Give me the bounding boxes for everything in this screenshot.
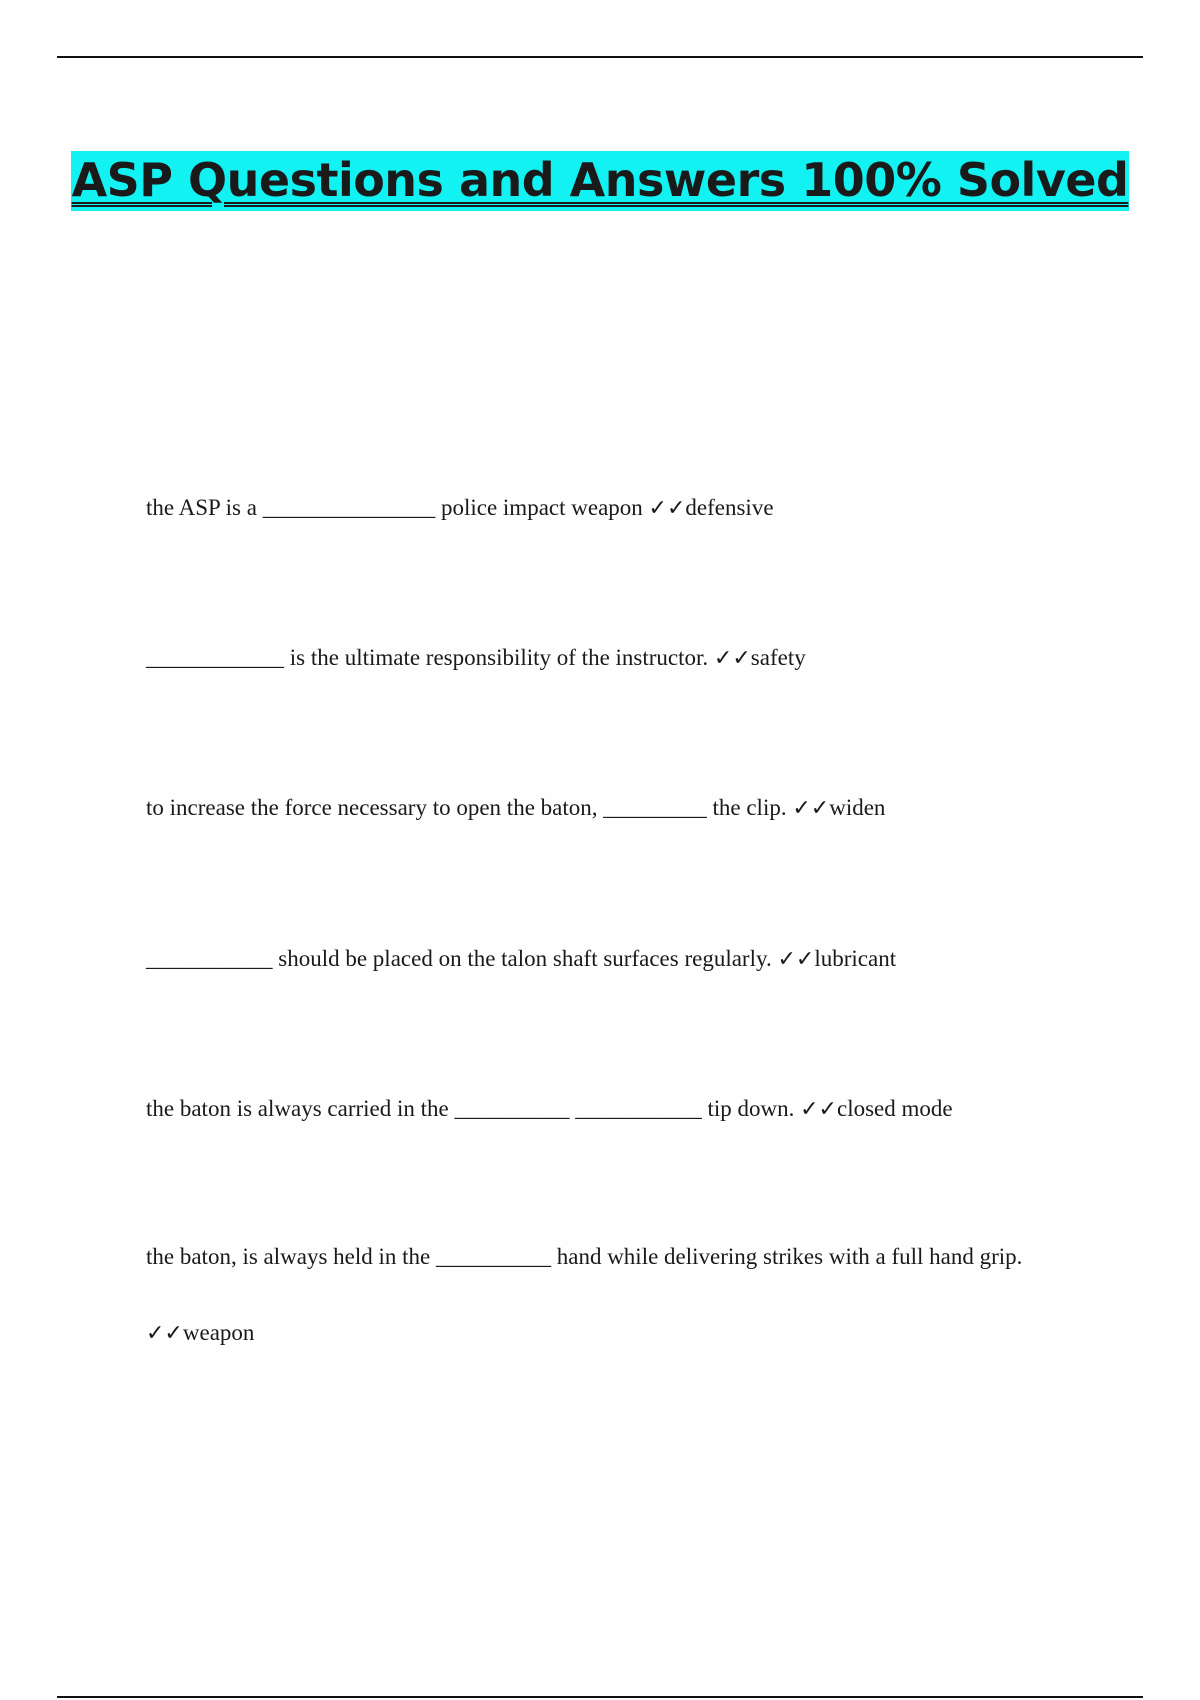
double-check-icon: ✓✓	[648, 496, 686, 521]
question-text: ____________ is the ultimate responsibility of the instructor.	[146, 645, 714, 670]
question-text: the ASP is a _______________ police impact weapon	[146, 495, 649, 520]
double-check-icon: ✓✓	[146, 1321, 183, 1346]
answer-text: safety	[750, 645, 806, 670]
footer-rule	[57, 1696, 1143, 1698]
question-text: the baton, is always held in the __________ hand while delivering strikes with a full hand grip.	[146, 1244, 1023, 1269]
double-check-icon: ✓✓	[792, 796, 830, 821]
question-text: to increase the force necessary to open the baton, _________ the clip.	[146, 795, 793, 820]
question-text: the baton is always carried in the __________ ___________ tip down.	[146, 1096, 801, 1121]
qa-item-5	[146, 1071, 1086, 1148]
answer-text: defensive	[685, 495, 774, 520]
qa-item-6	[146, 1219, 1086, 1372]
double-check-icon: ✓✓	[713, 646, 751, 671]
document-title	[0, 140, 1200, 220]
document-title-text: ASP Questions and Answers 100% Solved	[71, 151, 1130, 211]
double-check-icon: ✓✓	[800, 1097, 837, 1122]
qa-item-4	[146, 921, 1086, 998]
qa-item-1	[146, 470, 1086, 547]
question-text: ___________ should be placed on the talon shaft surfaces regularly.	[146, 946, 778, 971]
header-rule	[57, 56, 1143, 58]
qa-item-3	[146, 770, 1086, 847]
qa-item-2	[146, 620, 1086, 697]
answer-text: closed mode	[837, 1096, 953, 1121]
answer-text: weapon	[182, 1320, 255, 1345]
answer-text: widen	[829, 795, 886, 820]
double-check-icon: ✓✓	[777, 947, 815, 972]
answer-text: lubricant	[814, 946, 897, 971]
